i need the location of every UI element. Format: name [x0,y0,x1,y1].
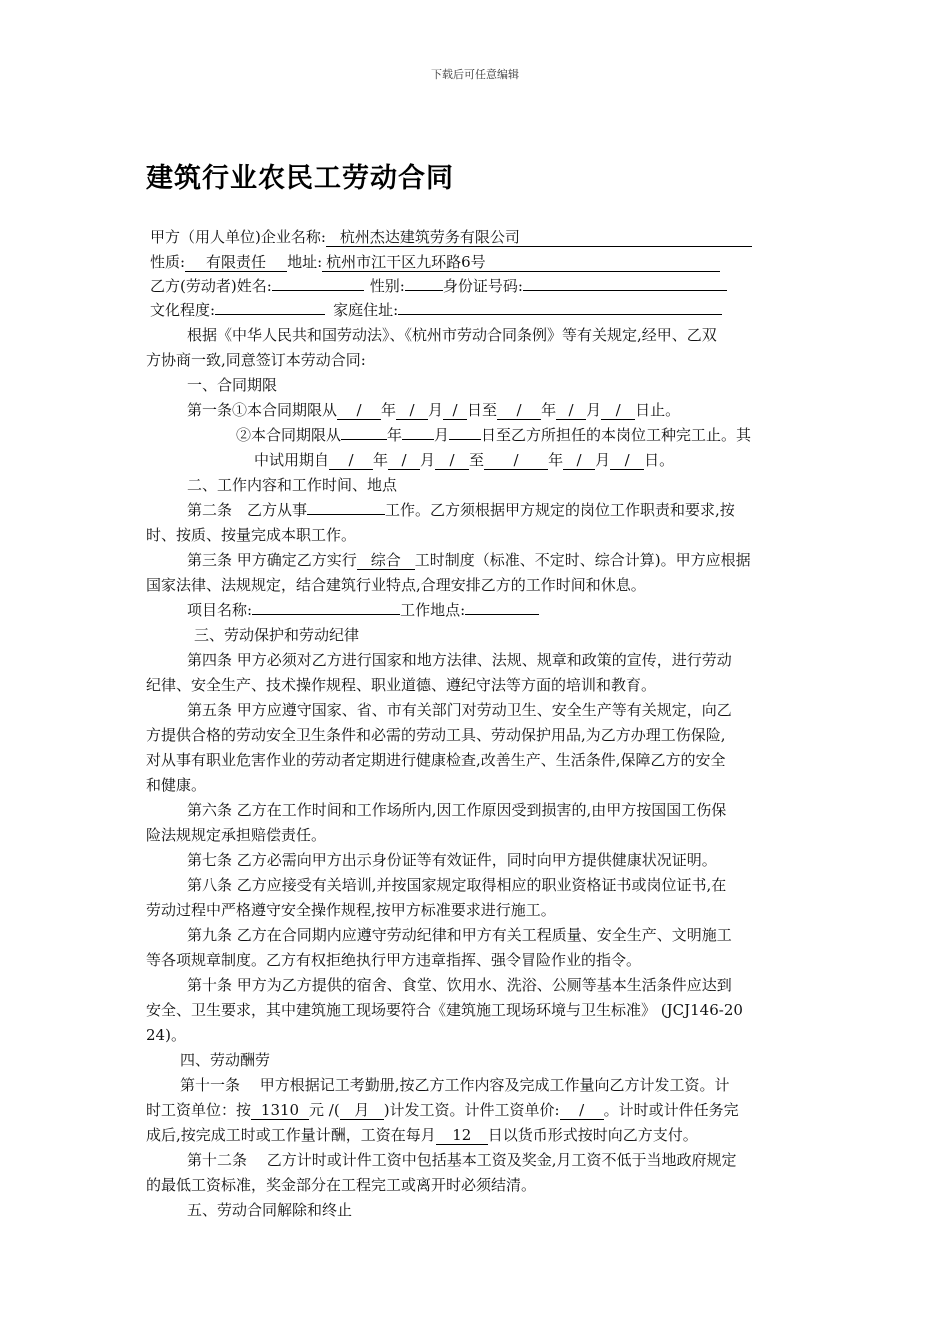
section-1-heading: 一、合同期限 [187,376,278,394]
article-12-line-2: 的最低工资标准，奖金部分在工程完工或离开时必须结清。 [146,1176,537,1194]
page-title: 建筑行业农民工劳动合同 [146,163,454,194]
payday-field[interactable]: 12 [436,1127,488,1145]
intro-line-2: 方协商一致,同意签订本劳动合同: [146,351,366,369]
task-start-month-field[interactable] [402,439,434,440]
article-9-line-1: 第九条 乙方在合同期内应遵守劳动纪律和甲方有关工程质量、安全生产、文明施工 [187,926,732,944]
task-start-year-field[interactable] [341,439,387,440]
trial-start-year-field[interactable]: / [329,452,373,470]
party-a-address-field[interactable]: 杭州市江干区九环路6号 [322,254,720,272]
article-12-line-1: 第十二条 乙方计时或计件工资中包括基本工资及奖金,月工资不低于当地政府规定 [187,1151,737,1169]
article-6-line-1: 第六条 乙方在工作时间和工作场所内,因工作原因受到损害的,由甲方按国国工伤保 [187,801,727,819]
section-5-heading: 五、劳动合同解除和终止 [187,1201,353,1219]
section-2-heading: 二、工作内容和工作时间、地点 [187,476,398,494]
task-start-day-field[interactable] [449,439,481,440]
article-5-line-1: 第五条 甲方应遵守国家、省、市有关部门对劳动卫生、安全生产等有关规定，向乙 [187,701,732,719]
article-8-line-1: 第八条 乙方应接受有关培训,并按国家规定取得相应的职业资格证书或岗位证书,在 [187,876,727,894]
piece-rate-field[interactable]: / [560,1102,604,1120]
article-1-line-2: ②本合同期限从 年 月 日至乙方所担任的本岗位工种完工止。其 [236,426,752,444]
article-2-line-1: 第二条 乙方从事 工作。乙方须根据甲方规定的岗位工作职责和要求,按 [187,501,735,519]
article-8-line-2: 劳动过程中严格遵守安全操作规程,按甲方标准要求进行施工。 [146,901,556,919]
section-3-heading: 三、劳动保护和劳动纪律 [194,626,360,644]
party-a-nature-row: 性质: 有限责任 地址: 杭州市江干区九环路6号 [150,251,820,273]
party-a-name-field[interactable]: 杭州杰达建筑劳务有限公司 [326,229,752,247]
trial-end-day-field[interactable]: / [610,452,644,470]
article-4-line-1: 第四条 甲方必须对乙方进行国家和地方法律、法规、规章和政策的宣传，进行劳动 [187,651,732,669]
project-row: 项目名称: 工作地点: [187,599,857,621]
party-b-education-row: 文化程度: 家庭住址: [150,299,820,321]
article-2-line-2: 时、按质、按量完成本职工作。 [146,526,357,544]
job-type-field[interactable] [307,514,385,515]
hourly-wage-field[interactable]: 1310 [251,1102,309,1120]
end-year-field[interactable]: / [497,402,541,420]
article-10-line-1: 第十条 甲方为乙方提供的宿舍、食堂、饮用水、洗浴、公厕等基本生活条件应达到 [187,976,732,994]
article-10-line-2: 安全、卫生要求，其中建筑施工现场要符合《建筑施工现场环境与卫生标准》 (JCJ146-20 [146,1001,743,1019]
article-10-line-3: 24)。 [146,1026,186,1044]
article-7: 第七条 乙方必需向甲方出示身份证等有效证件，同时向甲方提供健康状况证明。 [187,851,717,869]
header-note: 下载后可任意编辑 [431,68,519,81]
article-11-line-3: 成后,按完成工时或工作量计酬，工资在每月 12 日以货币形式按时向乙方支付。 [146,1126,698,1144]
trial-start-day-field[interactable]: / [435,452,469,470]
article-9-line-2: 等各项规章制度。乙方有权拒绝执行甲方违章指挥、强令冒险作业的指令。 [146,951,642,969]
article-5-line-2: 方提供合格的劳动安全卫生条件和必需的劳动工具、劳动保护用品,为乙方办理工伤保险, [146,726,726,744]
article-5-line-4: 和健康。 [146,776,207,794]
wage-unit-field[interactable]: 月 [340,1102,384,1120]
article-11-line-1: 第十一条 甲方根据记工考勤册,按乙方工作内容及完成工作量向乙方计发工资。计 [180,1076,730,1094]
article-5-line-3: 对从事有职业危害作业的劳动者定期进行健康检查,改善生产、生活条件,保障乙方的安全 [146,751,726,769]
end-day-field[interactable]: / [601,402,635,420]
party-b-gender-field[interactable] [405,290,443,291]
party-b-home-field[interactable] [398,314,722,315]
start-month-field[interactable]: / [396,402,428,420]
article-3-line-1: 第三条 甲方确定乙方实行 综合 工时制度（标准、不定时、综合计算)。甲方应根据 [187,551,751,569]
article-3-line-2: 国家法律、法规规定，结合建筑行业特点,合理安排乙方的工作时间和休息。 [146,576,646,594]
party-b-education-field[interactable] [215,314,325,315]
party-b-name-row: 乙方(劳动者)姓名: 性别: 身份证号码: [150,275,820,297]
party-b-name-field[interactable] [272,290,364,291]
start-day-field[interactable]: / [443,402,467,420]
section-4-heading: 四、劳动酬劳 [180,1051,271,1069]
intro-line-1: 根据《中华人民共和国劳动法》、《杭州市劳动合同条例》等有关规定,经甲、乙双 [187,326,717,344]
trial-end-year-field[interactable]: / [484,452,548,470]
article-4-line-2: 纪律、安全生产、技术操作规程、职业道德、遵纪守法等方面的培训和教育。 [146,676,657,694]
trial-start-month-field[interactable]: / [388,452,420,470]
project-name-field[interactable] [252,614,400,615]
start-year-field[interactable]: / [337,402,381,420]
work-location-field[interactable] [465,614,539,615]
party-a-nature-field[interactable]: 有限责任 [185,254,287,272]
party-b-id-field[interactable] [523,290,727,291]
article-11-line-2: 时工资单位：按 1310 元 /( 月 )计发工资。计件工资单价: / 。计时或计件任务完 [146,1101,739,1119]
article-1-line-3: 中试用期自 / 年 / 月 / 至 / 年 / 月 / 日。 [254,451,675,469]
party-a-name-row: 甲方（用人单位)企业名称: 杭州杰达建筑劳务有限公司 [150,226,820,248]
article-1-line-1: 第一条①本合同期限从 / 年 / 月 / 日至 / 年 / 月 / 日止。 [187,401,681,419]
trial-end-month-field[interactable]: / [563,452,595,470]
end-month-field[interactable]: / [556,402,586,420]
article-6-line-2: 险法规规定承担赔偿责任。 [146,826,327,844]
work-hours-system-field[interactable]: 综合 [357,552,415,570]
